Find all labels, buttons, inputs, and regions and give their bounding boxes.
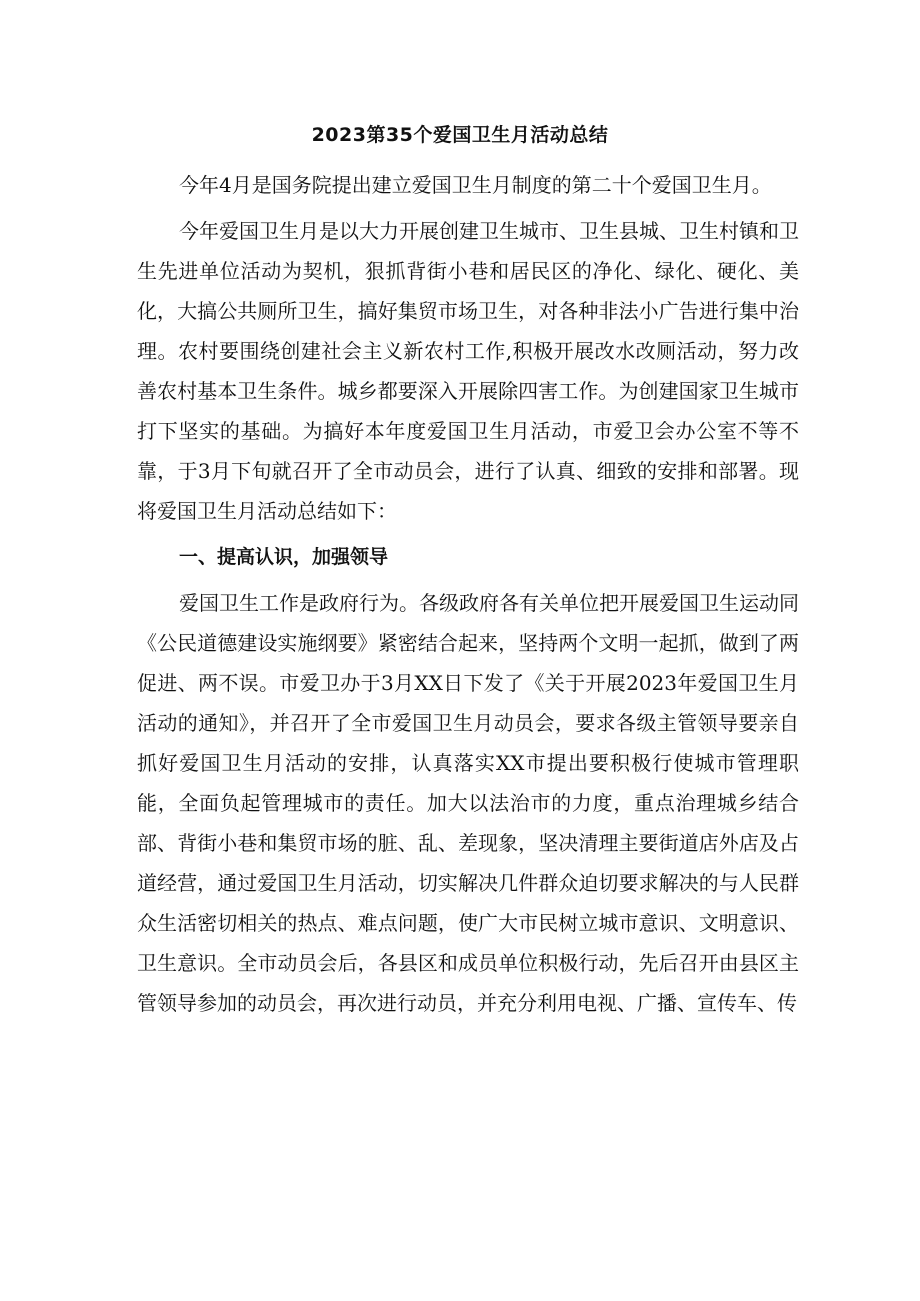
document-body bbox=[137, 165, 799, 1023]
section-paragraph: 爱国卫生工作是政府行为。各级政府各有关单位把开展爱国卫生运动同《公民道德建设实施纲要》紧密结合起来，坚持两个文明一起抓，做到了两促进、两不误。市爱卫办于3月XX日下发了《关于开展2023年爱国卫生月活动的通知》，并召开了全市爱国卫生月动员会，要求各级主管领导要亲自抓好爱国卫生月活动的安排，认真落实XX市提出要积极行使城市管理职能，全面负起管理城市的责任。加大以法治市的力度，重点治理城乡结合部、背街小巷和集贸市场的脏、乱、差现象，坚决清理主要街道店外店及占道经营，通过爱国卫生月活动，切实解决几件群众迫切要求解决的与人民群众生活密切相关的热点、难点问题，使广大市民树立城市意识、文明意识、卫生意识。全市动员会后，各县区和成员单位积极行动，先后召开由县区主管领导参加的动员会，再次进行动员，并充分利用电视、广播、宣传车、传 bbox=[137, 591, 799, 1015]
document-title: 2023第35个爱国卫生月活动总结 bbox=[311, 124, 609, 146]
section-heading: 一、提高认识，加强领导 bbox=[179, 546, 389, 568]
overview-paragraph: 今年爱国卫生月是以大力开展创建卫生城市、卫生县城、卫生村镇和卫生先进单位活动为契机，狠抓背街小巷和居民区的净化、绿化、硬化、美化，大搞公共厕所卫生，搞好集贸市场卫生，对各种非法小广告进行集中治理。农村要围绕创建社会主义新农村工作,积极开展改水改厕活动，努力改善农村基本卫生条件。城乡都要深入开展除四害工作。为创建国家卫生城市打下坚实的基础。为搞好本年度爱国卫生月活动，市爱卫会办公室不等不靠，于3月下旬就召开了全市动员会，进行了认真、细致的安排和部署。现将爱国卫生月活动总结如下： bbox=[137, 219, 799, 523]
intro-paragraph: 今年4月是国务院提出建立爱国卫生月制度的第二十个爱国卫生月。 bbox=[179, 173, 772, 197]
